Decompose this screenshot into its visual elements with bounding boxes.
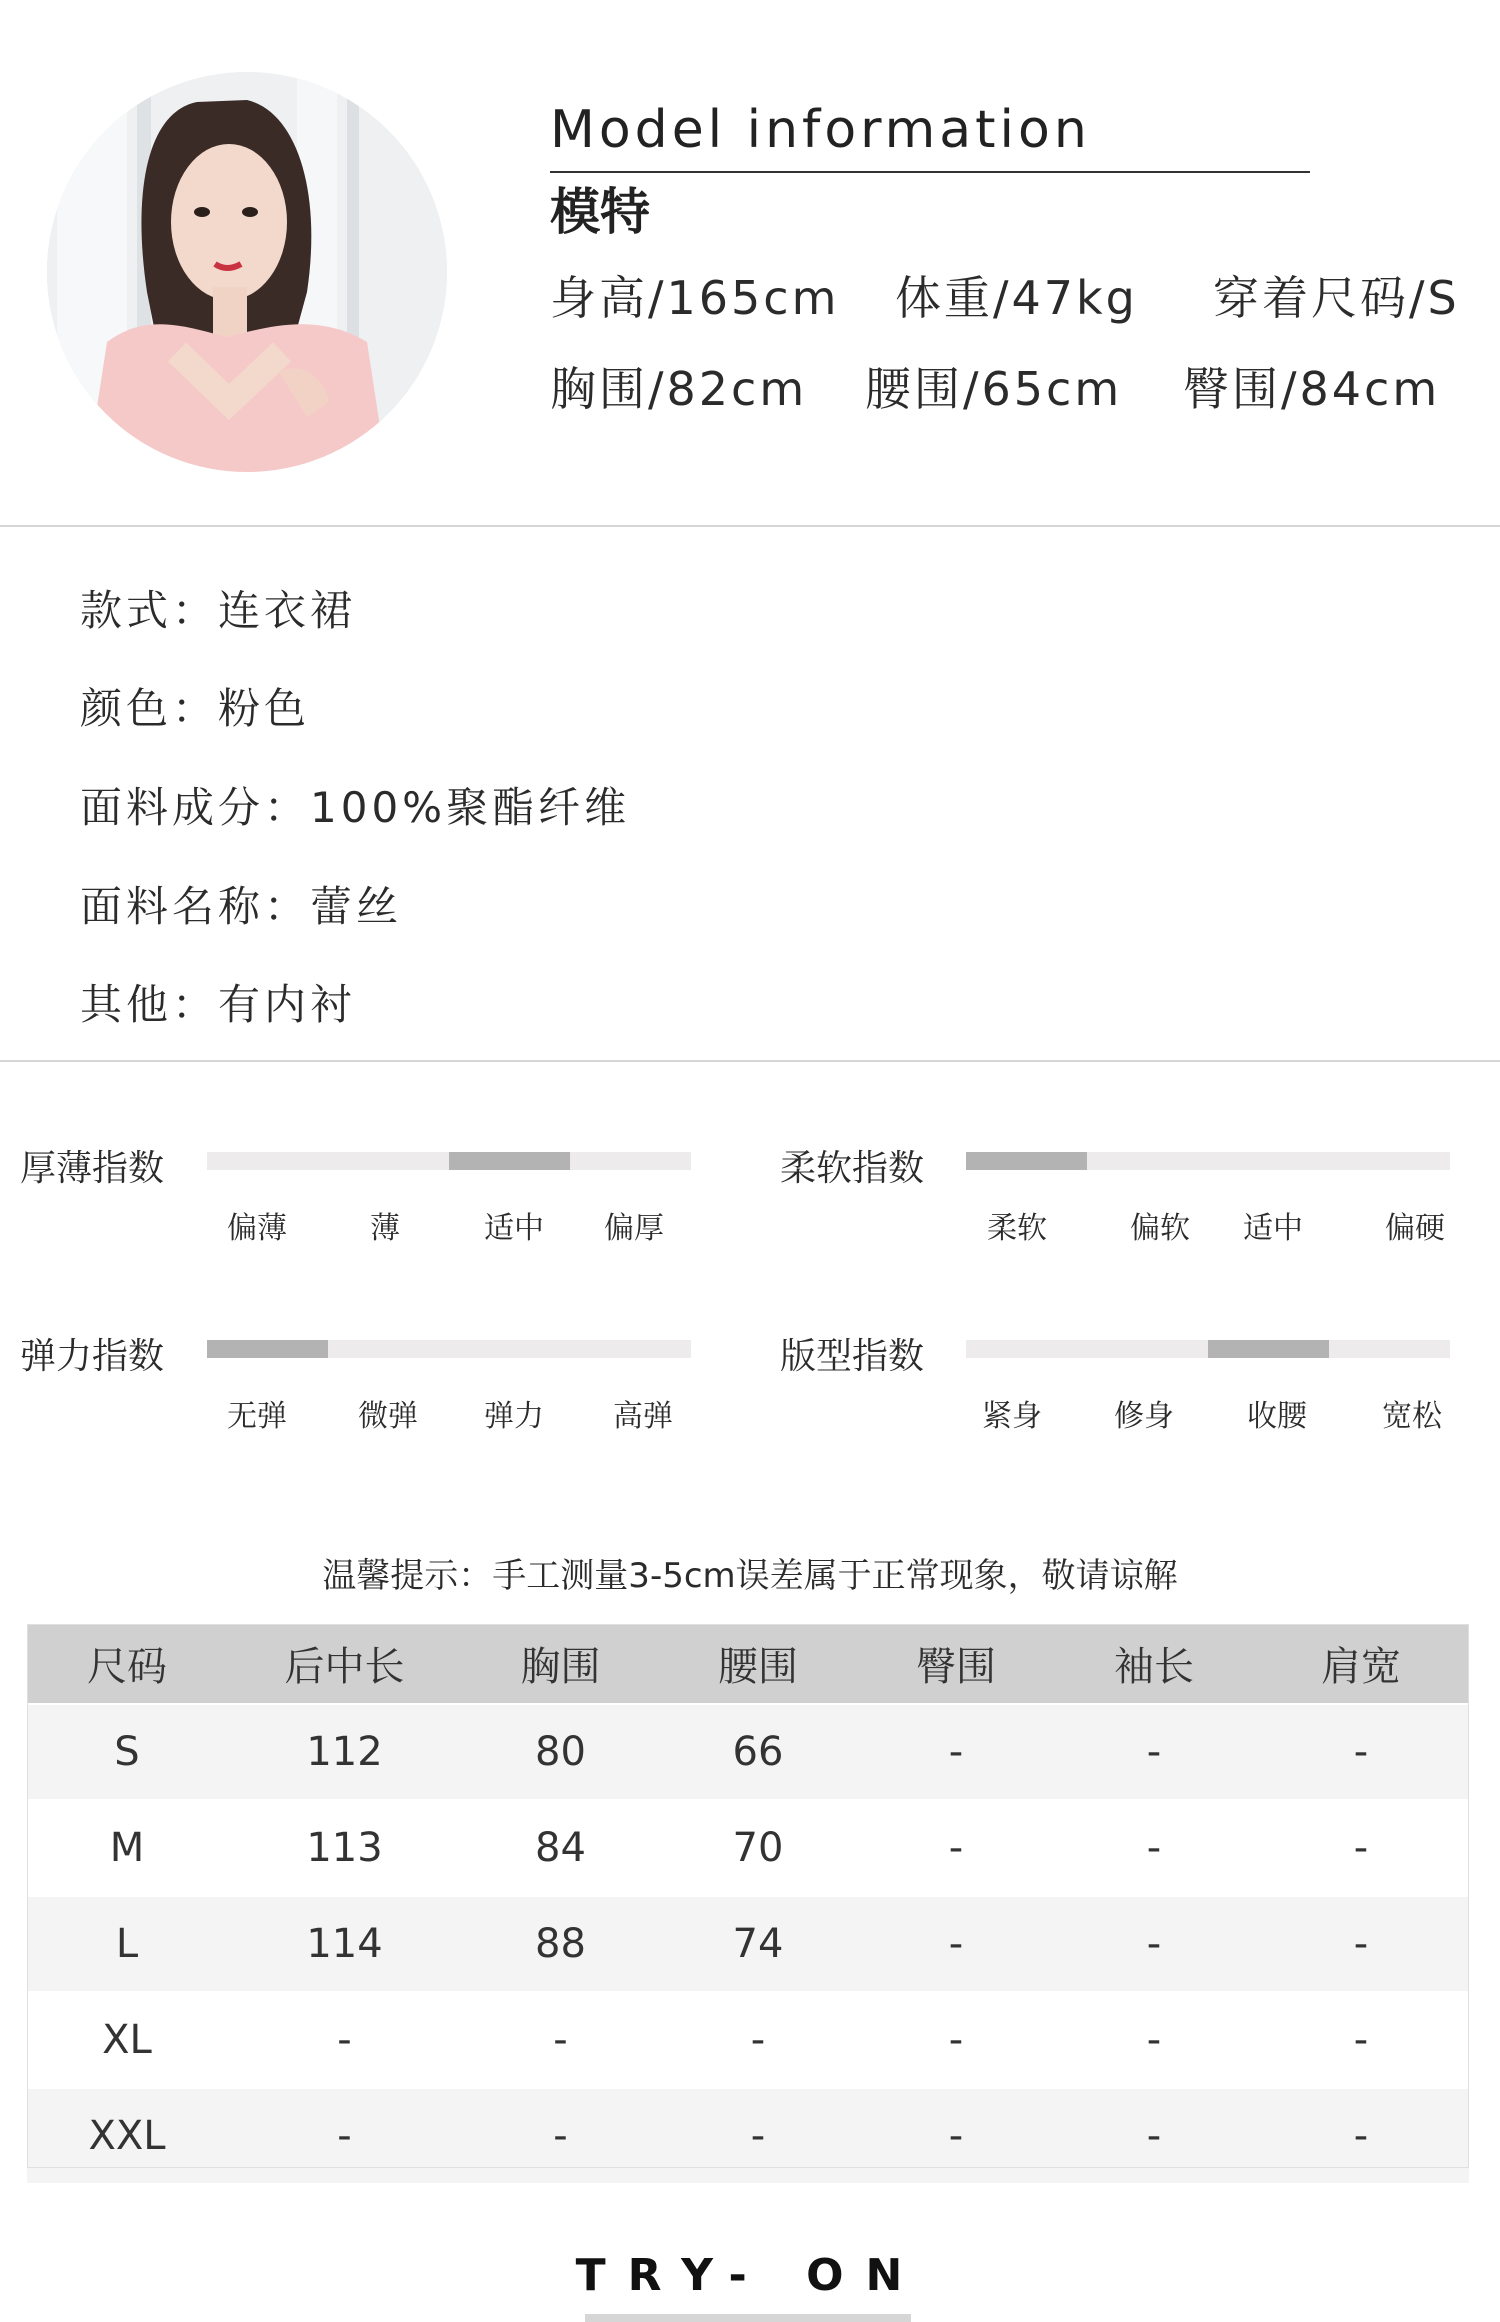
attr-fabric-name: 面料名称：蕾丝 [80,882,403,931]
table-row [27,1704,1469,1800]
try-on-heading: TRY- ON [575,2250,925,2301]
index-option: 微弹 [358,1399,418,1434]
table-cell: - [1253,1896,1469,1992]
table-cell: - [1055,2088,1253,2183]
table-row [27,1800,1469,1896]
table-cell: - [1055,1704,1253,1800]
table-cell: 114 [227,1896,462,1992]
table-cell: - [1055,1992,1253,2088]
index-option: 偏软 [1130,1211,1190,1246]
index-option: 薄 [370,1211,400,1246]
index-option: 适中 [1243,1211,1303,1246]
model-height: 身高/165cm [550,271,840,325]
column-header: 胸围 [462,1624,659,1704]
attr-other: 其他：有内衬 [80,980,357,1029]
table-cell: M [27,1800,227,1896]
table-row [27,1896,1469,1992]
title-underline [550,171,1310,173]
table-row [27,2088,1469,2183]
model-weight: 体重/47kg [895,271,1138,325]
model-info-title: Model information [550,100,1091,160]
column-header: 臀围 [857,1624,1055,1704]
table-row [27,1992,1469,2088]
index-track-thickness [207,1152,691,1170]
table-cell: 70 [659,1800,857,1896]
index-option: 收腰 [1247,1399,1307,1434]
index-option: 宽松 [1382,1399,1442,1434]
model-info-subtitle: 模特 [550,183,650,241]
table-cell: - [857,1704,1055,1800]
table-cell: - [1055,1896,1253,1992]
divider [0,525,1500,527]
table-cell: XL [27,1992,227,2088]
size-table [27,1624,1469,2183]
table-cell: - [857,1896,1055,1992]
table-cell: S [27,1704,227,1800]
table-cell: 112 [227,1704,462,1800]
index-option: 偏硬 [1385,1211,1445,1246]
table-cell: - [1253,1704,1469,1800]
table-cell: - [857,1800,1055,1896]
index-option: 高弹 [613,1399,673,1434]
model-bust: 胸围/82cm [550,362,808,416]
table-cell: - [1253,2088,1469,2183]
index-option: 偏厚 [604,1211,664,1246]
table-cell: - [1253,1800,1469,1896]
table-cell: 84 [462,1800,659,1896]
table-cell: 80 [462,1704,659,1800]
model-hip: 臀围/84cm [1183,362,1441,416]
index-track-fit [966,1340,1450,1358]
table-cell: XXL [27,2088,227,2183]
table-cell: - [1055,1800,1253,1896]
table-cell: - [659,1992,857,2088]
table-cell: L [27,1896,227,1992]
table-cell: - [659,2088,857,2183]
table-cell: - [227,1992,462,2088]
model-size: 穿着尺码/S [1213,271,1460,325]
index-option: 偏薄 [227,1211,287,1246]
index-track-softness [966,1152,1450,1170]
column-header: 袖长 [1055,1624,1253,1704]
index-level-fit [1208,1340,1329,1358]
index-option: 柔软 [987,1211,1047,1246]
table-cell: - [462,1992,659,2088]
column-header: 后中长 [227,1624,462,1704]
column-header: 肩宽 [1253,1624,1469,1704]
measurement-tip: 温馨提示：手工测量3-5cm误差属于正常现象，敬请谅解 [322,1556,1178,1596]
divider [0,1060,1500,1062]
table-cell: 88 [462,1896,659,1992]
index-label-fit: 版型指数 [780,1336,925,1377]
index-option: 修身 [1114,1399,1174,1434]
table-cell: 113 [227,1800,462,1896]
index-label-elasticity: 弹力指数 [20,1336,165,1377]
table-cell: - [227,2088,462,2183]
table-cell: - [462,2088,659,2183]
index-level-softness [966,1152,1087,1170]
table-cell: - [857,1992,1055,2088]
table-header-row [27,1624,1469,1704]
model-waist: 腰围/65cm [865,362,1123,416]
try-on-underline [585,2314,911,2322]
column-header: 尺码 [27,1624,227,1704]
attr-color: 颜色：粉色 [80,684,311,733]
index-option: 弹力 [484,1399,544,1434]
table-cell: 74 [659,1896,857,1992]
index-label-softness: 柔软指数 [780,1148,925,1189]
index-option: 适中 [484,1211,544,1246]
index-level-thickness [449,1152,570,1170]
model-photo [47,72,447,472]
attr-fabric-composition: 面料成分：100%聚酯纤维 [80,783,631,832]
attr-style: 款式：连衣裙 [80,586,357,635]
index-track-elasticity [207,1340,691,1358]
index-level-elasticity [207,1340,328,1358]
index-option: 无弹 [227,1399,287,1434]
index-label-thickness: 厚薄指数 [20,1148,165,1189]
index-option: 紧身 [982,1399,1042,1434]
table-cell: - [1253,1992,1469,2088]
column-header: 腰围 [659,1624,857,1704]
table-cell: 66 [659,1704,857,1800]
table-cell: - [857,2088,1055,2183]
